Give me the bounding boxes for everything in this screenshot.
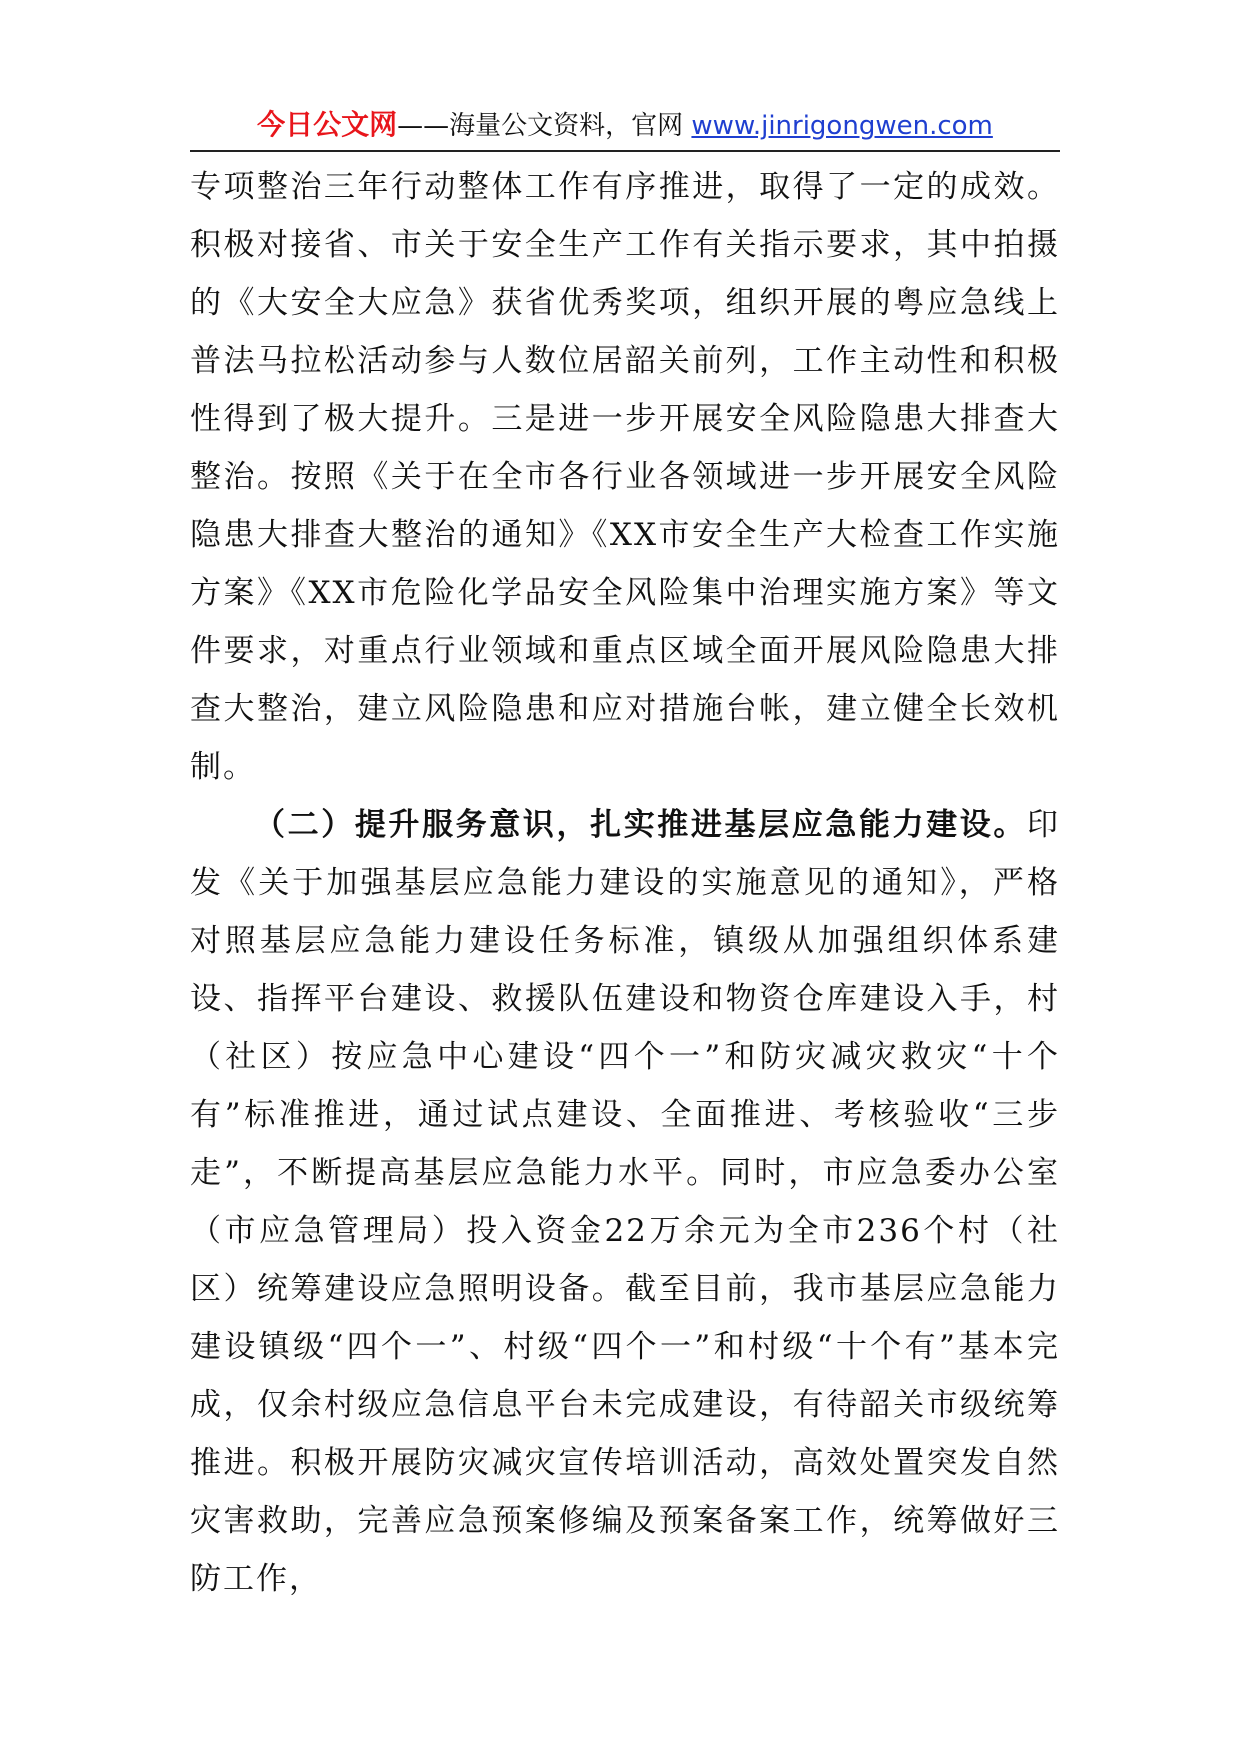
- paragraph-1: 专项整治三年行动整体工作有序推进，取得了一定的成效。积极对接省、市关于安全生产工作有关指示要求，其中拍摄的《大安全大应急》获省优秀奖项，组织开展的粤应急线上普法马拉松活动参与人数位居韶关前列，工作主动性和积极性得到了极大提升。三是进一步开展安全风险隐患大排查大整治。按照《关于在全市各行业各领域进一步开展安全风险隐患大排查大整治的通知》《XX市安全生产大检查工作实施方案》《XX市危险化学品安全风险集中治理实施方案》等文件要求，对重点行业领域和重点区域全面开展风险隐患大排查大整治，建立风险隐患和应对措施台帐，建立健全长效机制。: [190, 169, 1060, 785]
- page-header: [190, 108, 1060, 152]
- section-heading: （二）提升服务意识，扎实推进基层应急能力建设。: [254, 807, 1027, 843]
- site-url-link[interactable]: www.jinrigongwen.com: [691, 111, 993, 141]
- header-tagline: 海量公文资料，官网: [449, 111, 692, 141]
- paragraph-2-text: 印发《关于加强基层应急能力建设的实施意见的通知》，严格对照基层应急能力建设任务标准，镇级从加强组织体系建设、指挥平台建设、救援队伍建设和物资仓库建设入手，村（社区）按应急中心建设“四个一”和防灾减灾救灾“十个有”标准推进，通过试点建设、全面推进、考核验收“三步走”，不断提高基层应急能力水平。同时，市应急委办公室（市应急管理局）投入资金22万余元为全市236个村（社区）统筹建设应急照明设备。截至目前，我市基层应急能力建设镇级“四个一”、村级“四个一”和村级“十个有”基本完成，仅余村级应急信息平台未完成建设，有待韶关市级统筹推进。积极开展防灾减灾宣传培训活动，高效处置突发自然灾害救助，完善应急预案修编及预案备案工作，统筹做好三防工作，: [190, 807, 1060, 1597]
- site-brand: 今日公文网: [257, 108, 398, 141]
- document-body: [190, 158, 1060, 1608]
- paragraph-2: [190, 796, 1060, 1608]
- header-divider: [190, 150, 1060, 152]
- header-separator: ——: [397, 111, 450, 141]
